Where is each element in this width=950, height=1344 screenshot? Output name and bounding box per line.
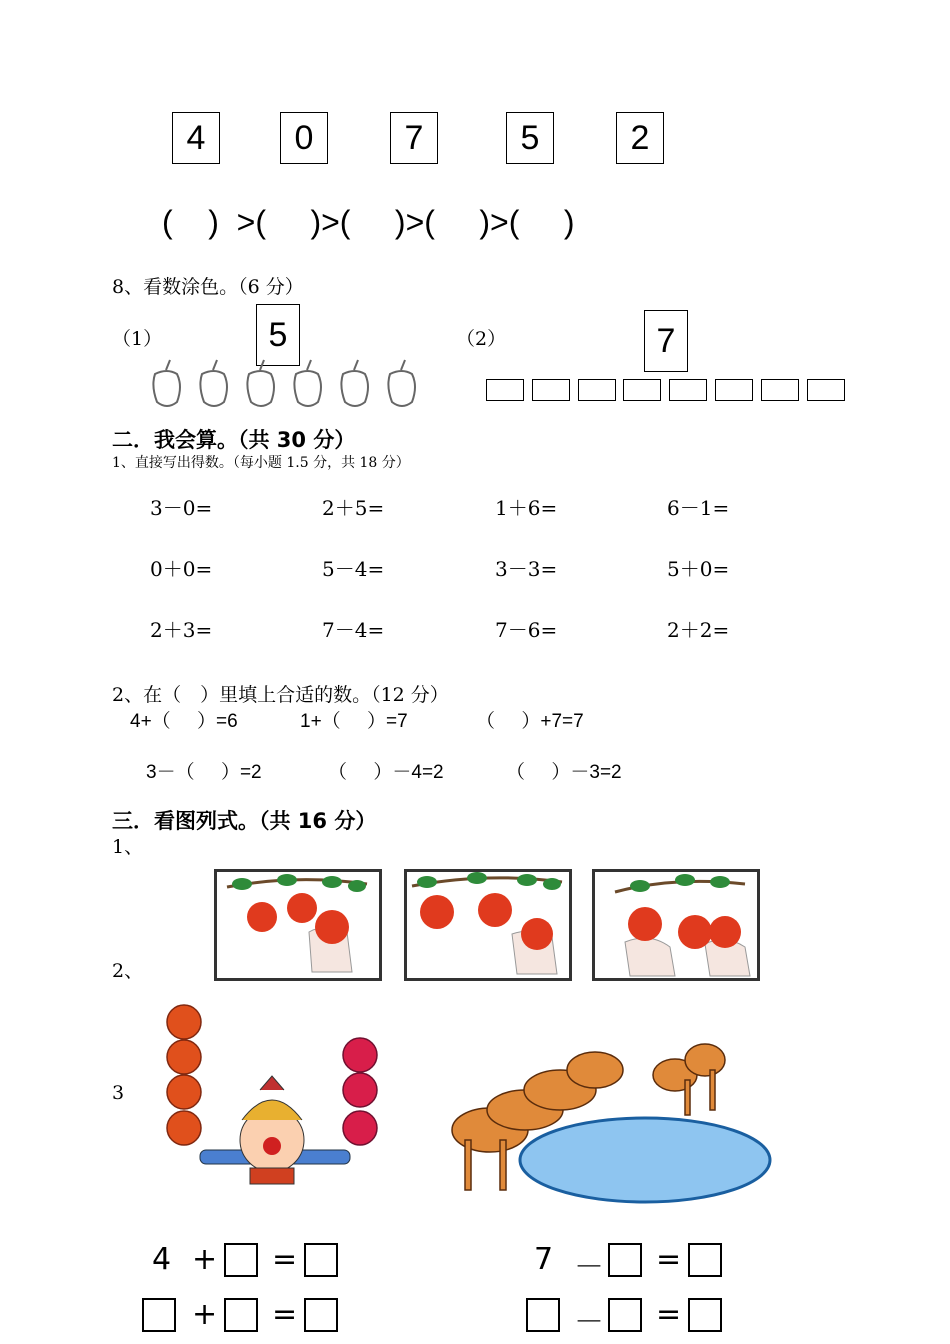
color-cell[interactable] xyxy=(669,379,707,401)
calc-item: 3－0= xyxy=(150,496,213,520)
equation-equals: = xyxy=(656,1242,682,1277)
q8-part1-number: 5 xyxy=(256,304,300,366)
calc-item: 1＋6= xyxy=(495,496,558,520)
deer-picture xyxy=(445,1000,775,1210)
answer-box[interactable] xyxy=(224,1243,258,1277)
calc-item: 2＋2= xyxy=(667,618,730,642)
calc-item: 0＋0= xyxy=(150,557,213,581)
pepper-icon[interactable] xyxy=(341,360,368,406)
apple-branch-image xyxy=(595,872,757,978)
apple-picture xyxy=(404,869,572,981)
calc-item: 2＋3= xyxy=(150,618,213,642)
color-cell[interactable] xyxy=(715,379,753,401)
apple-branch-image xyxy=(217,872,379,978)
fill-item: 4+（ ）=6 xyxy=(130,711,238,732)
section3-label-3: 3 xyxy=(112,1082,125,1104)
q8-part1-label: （1） xyxy=(112,328,163,350)
equation-operator: + xyxy=(192,1297,218,1332)
section2-title: 二．我会算。（共 30 分） xyxy=(112,428,356,452)
number-box: 5 xyxy=(506,112,554,164)
fill-item: 3－（ ）=2 xyxy=(146,762,262,783)
section3-label-1: 1、 xyxy=(112,836,144,858)
color-cell[interactable] xyxy=(623,379,661,401)
answer-box[interactable] xyxy=(688,1298,722,1332)
calc-item: 6－1= xyxy=(667,496,730,520)
answer-box[interactable] xyxy=(224,1298,258,1332)
answer-box[interactable] xyxy=(304,1243,338,1277)
answer-box[interactable] xyxy=(608,1298,642,1332)
equation-operator: － xyxy=(574,1250,604,1285)
calc-item: 7－4= xyxy=(322,618,385,642)
clown-picture xyxy=(160,1000,390,1190)
fill-item: 1+（ ）=7 xyxy=(300,711,408,732)
answer-box[interactable] xyxy=(304,1298,338,1332)
color-cell[interactable] xyxy=(761,379,799,401)
calc-item: 2＋5= xyxy=(322,496,385,520)
calc-item: 5＋0= xyxy=(667,557,730,581)
pepper-icon[interactable] xyxy=(294,360,321,406)
q8-part2-label: （2） xyxy=(456,328,507,350)
fill-item: （ ）+7=7 xyxy=(476,711,584,732)
pepper-icon[interactable] xyxy=(247,360,274,406)
pepper-row xyxy=(145,356,425,412)
number-box: 7 xyxy=(390,112,438,164)
pepper-icon[interactable] xyxy=(200,360,227,406)
equation-number: 7 xyxy=(534,1242,554,1277)
section3-title: 三．看图列式。（共 16 分） xyxy=(112,809,377,833)
equation-operator: － xyxy=(574,1305,604,1340)
fill-item: （ ）－3=2 xyxy=(506,762,622,783)
apple-picture xyxy=(592,869,760,981)
number-box: 2 xyxy=(616,112,664,164)
calc-item: 5－4= xyxy=(322,557,385,581)
equation-equals: = xyxy=(656,1297,682,1332)
pepper-icon[interactable] xyxy=(153,360,180,406)
section2-q1-title: 1、直接写出得数。（每小题 1.5 分，共 18 分） xyxy=(112,455,410,471)
fill-item: （ ）－4=2 xyxy=(328,762,444,783)
section3-label-2: 2、 xyxy=(112,960,144,982)
equation-equals: = xyxy=(272,1242,298,1277)
answer-box[interactable] xyxy=(608,1243,642,1277)
apple-branch-image xyxy=(407,872,569,978)
section2-q2-title: 2、在（ ）里填上合适的数。（12 分） xyxy=(112,684,449,706)
equation-number: 4 xyxy=(152,1242,172,1277)
answer-box[interactable] xyxy=(142,1298,176,1332)
number-box: 0 xyxy=(280,112,328,164)
q8-title: 8、看数涂色。（6 分） xyxy=(112,276,304,298)
color-cell[interactable] xyxy=(807,379,845,401)
pepper-icon[interactable] xyxy=(388,360,415,406)
color-cell[interactable] xyxy=(578,379,616,401)
q8-part2-number: 7 xyxy=(644,310,688,372)
apple-picture xyxy=(214,869,382,981)
calc-item: 3－3= xyxy=(495,557,558,581)
equation-equals: = xyxy=(272,1297,298,1332)
calc-item: 7－6= xyxy=(495,618,558,642)
color-cell[interactable] xyxy=(486,379,524,401)
equation-operator: + xyxy=(192,1242,218,1277)
color-cell[interactable] xyxy=(532,379,570,401)
number-box: 4 xyxy=(172,112,220,164)
answer-box[interactable] xyxy=(688,1243,722,1277)
order-comparison: ( ) >( )>( )>( )>( ) xyxy=(162,204,575,240)
answer-box[interactable] xyxy=(526,1298,560,1332)
